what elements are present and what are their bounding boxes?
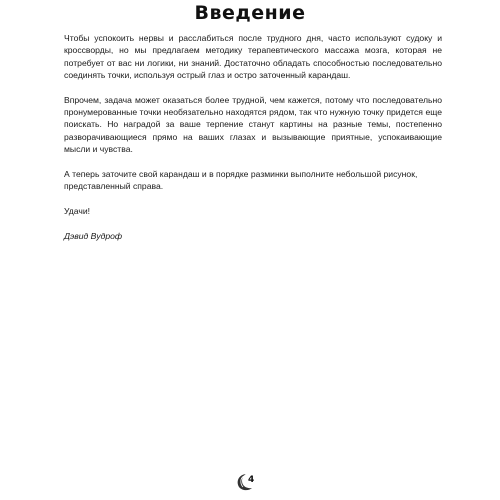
closing-line: Удачи! — [64, 206, 91, 217]
page-number: 4 — [248, 475, 255, 485]
paragraph-difficulty: Впрочем, задача может оказаться более трудной, чем кажется, потому что последовательно пронумерованные точки необязательно находятся рядом, так что нужную точку придется еще поискать. Но наградой за ваше терпение станут картины на разные темы, постепенно разворачивающиеся прямо на ваших глазах и вызывающие приятные, успокаивающие мысли и чувства. — [64, 94, 442, 154]
paragraph-instruction: А теперь заточите свой карандаш и в порядке разминки выполните небольшой рисунок, представленный справа. — [64, 168, 418, 192]
page-title: Введение — [194, 2, 306, 24]
paragraph-intro: Чтобы успокоить нервы и расслабиться после трудного дня, часто используют судоку и кроссворды, но мы предлагаем методику терапевтического массажа мозга, которая не потребует от вас ни логики, ни знаний. Достаточно обладать способностью последовательно соединять точки, используя острый глаз и остро заточенный карандаш. — [64, 33, 442, 80]
author-signature: Дэвид Вудроф — [64, 230, 123, 241]
page-number-badge — [234, 472, 268, 492]
text-body — [64, 32, 442, 255]
